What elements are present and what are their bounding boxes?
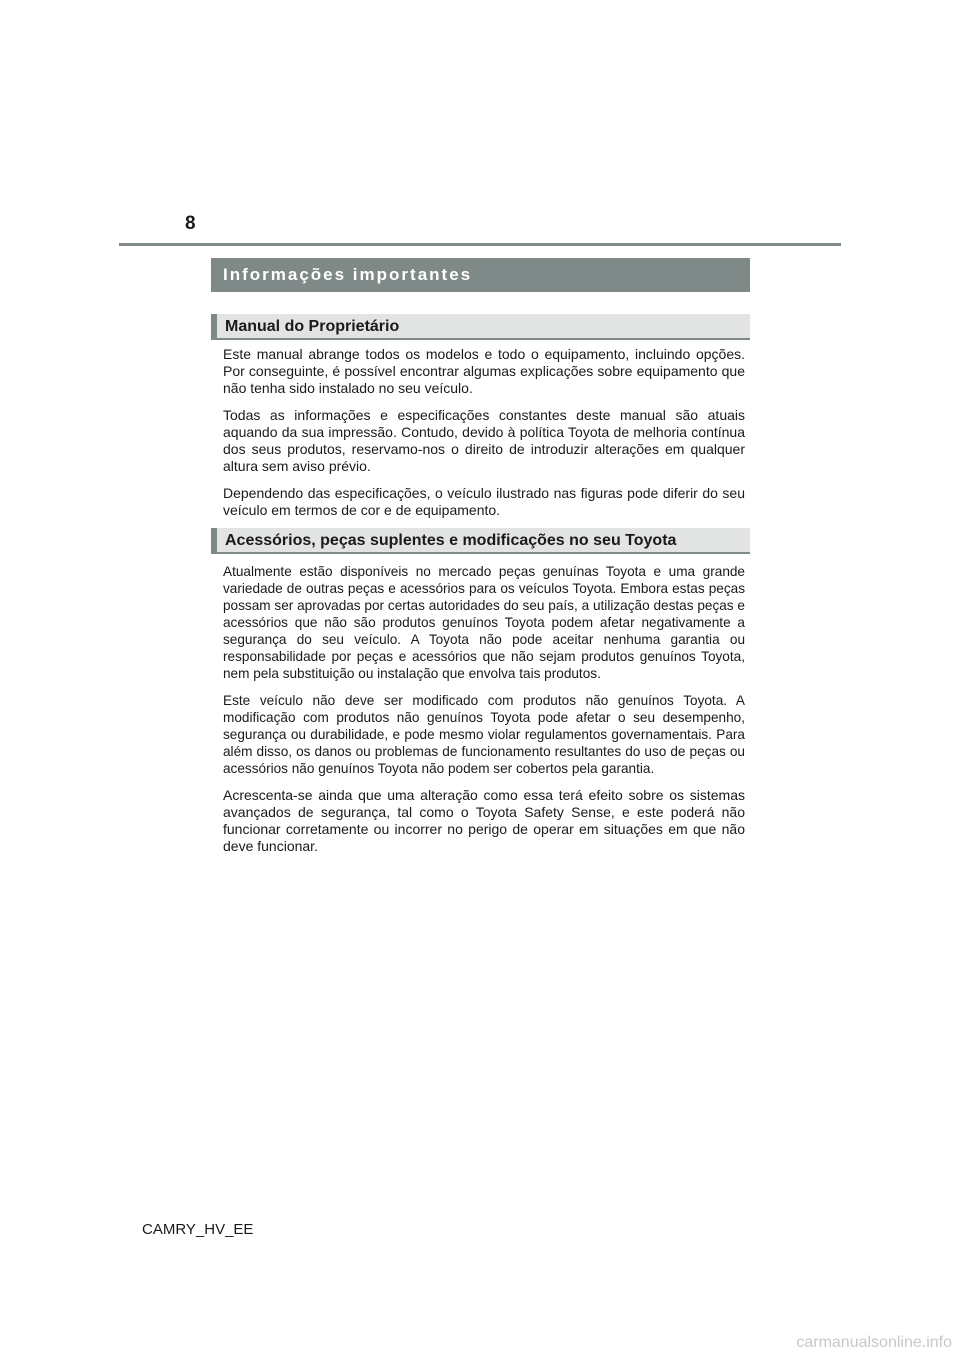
paragraph: Dependendo das especificações, o veículo ilustrado nas figuras pode diferir do seu veículo em termos de cor e de equipamento.	[223, 485, 745, 518]
section-body-accessories	[223, 563, 745, 865]
paragraph: Acrescenta-se ainda que uma alteração como essa terá efeito sobre os sistemas avançados de segurança, tal como o Toyota Safety Sense, e este poderá não funcionar corretamente ou incorrer no perigo de operar em situações em que não deve funcionar.	[223, 787, 745, 854]
paragraph: Todas as informações e especificações constantes deste manual são atuais aquando da sua impressão. Contudo, devido à política Toyota de melhoria contínua dos seus produtos, reservamo-nos o direito de introduzir alterações em qualquer altura sem aviso prévio.	[223, 407, 745, 474]
paragraph: Este veículo não deve ser modificado com produtos não genuínos Toyota. A modificação com produtos não genuínos Toyota pode afetar o seu desempenho, segurança ou durabilidade, e pode mesmo violar regulamentos governamentais. Para além disso, os danos ou problemas de funcionamento resultantes do uso de peças ou acessórios não genuínos Toyota não podem ser cobertos pela garantia.	[223, 693, 745, 776]
page-title: Informações importantes	[211, 258, 750, 292]
section-heading-owners-manual: Manual do Proprietário	[211, 314, 750, 340]
paragraph: Este manual abrange todos os modelos e todo o equipamento, incluindo opções. Por conseguinte, é possível encontrar algumas explicações sobre equipamento que não tenha sido instalado no seu veículo.	[223, 346, 745, 396]
watermark: carmanualsonline.info	[796, 1334, 952, 1351]
footer-code: CAMRY_HV_EE	[142, 1221, 254, 1238]
page-number: 8	[185, 213, 196, 234]
section-heading-accessories: Acessórios, peças suplentes e modificações no seu Toyota	[211, 528, 750, 554]
header-rule	[119, 243, 841, 246]
paragraph: Atualmente estão disponíveis no mercado peças genuínas Toyota e uma grande variedade de outras peças e acessórios para os veículos Toyota. Embora estas peças possam ser aprovadas por certas autoridades do seu país, a utilização destas peças e acessórios que não são produtos genuínos Toyota podem afetar negativamente a segurança do seu veículo. A Toyota não pode aceitar nenhuma garantia ou responsabilidade por peças e acessórios que não sejam produtos genuínos Toyota, nem pela substituição ou instalação que envolva tais produtos.	[223, 564, 745, 681]
section-body-owners-manual	[223, 346, 745, 529]
